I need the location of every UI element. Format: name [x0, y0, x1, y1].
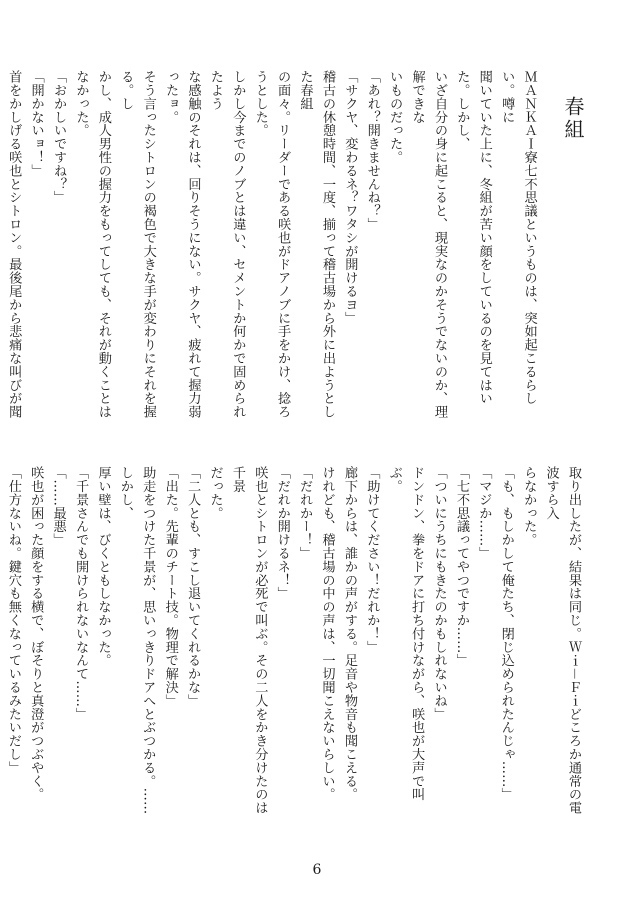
text-line: 「あれ？開きませんね？」 [364, 70, 380, 231]
text-line: そう言ったシトロンの褐色で大きな手が変わりにそれを握る。し [118, 70, 156, 419]
text-line: な感触のそれは、回りそうにない。サクヤ、疲れて握力弱ったョ。 [163, 70, 201, 419]
text-line: 聞いていた上に、冬組が苦い顔をしているのを見てはいた。しかし、 [454, 70, 492, 405]
text-line: だった。 [207, 466, 223, 520]
text-line: 助走をつけた千景が、思いっきりドアへとぶつかる。……しかし、 [117, 466, 156, 815]
text-line: 取り出したが、結果は同じ。Ｗｉ－Ｆｉどころか通常の電波すら入 [543, 466, 581, 815]
text-column-lower [5, 466, 584, 822]
text-column-upper [6, 70, 585, 430]
text-line: 厚い壁は、びくともしなかった。 [95, 466, 111, 667]
text-line: 「……最悪」 [50, 466, 66, 547]
text-line: ドンドン、拳をドアに打ち付けながら、咲也が大声で叫ぶ。 [386, 466, 425, 801]
text-line: 廊下からは、誰かの声がする。足音や物音も聞こえる。 [341, 466, 357, 801]
text-line: 咲也が困った顔をする横で、ぼそりと真澄がつぶやく。 [28, 466, 44, 801]
text-line: 稽古の休憩時間、一度、揃って稽古場から外に出ようとした春組 [297, 70, 335, 419]
text-line: いざ自分の身に起こると、現実なのかそうでないのか、理解できな [409, 70, 447, 419]
text-line: 「助けてください！だれか！」 [364, 466, 380, 654]
text-line: 「マジか……」 [476, 466, 492, 560]
text-line: 「だれかー！」 [297, 466, 313, 560]
text-line: の面々。リーダーである咲也がドアノブに手をかけ、捻ろうとした。 [252, 70, 291, 419]
text-line: 咲也とシトロンが必死で叫ぶ。その二人をかき分けたのは千景 [229, 466, 268, 815]
text-line: らなかった。 [521, 466, 537, 547]
text-line: けれども、稽古場の中の声は、一切聞こえないらしい。 [319, 466, 335, 801]
text-line: 「開かないョ！」 [28, 70, 44, 178]
text-line: 「七不思議ってやつですか……」 [453, 466, 469, 667]
text-line: 「ついにうちにもきたのかもしれないね」 [431, 466, 447, 721]
text-line: かし、成人男性の握力をもってしても、それが動くことはなかった。 [73, 70, 111, 419]
text-line: 「サクヤ、変わるネ？ワタシが開けるヨ」 [342, 70, 358, 325]
text-line: ＭＡＮＫＡＩ寮七不思議というものは、突如起こるらしい。噂に [499, 70, 537, 405]
text-line: 首をかしげる咲也とシトロン。最後尾から悲痛な叫びが聞 [6, 70, 22, 419]
text-line: 「出た。先輩のチート技。物理で解決」 [162, 466, 178, 708]
text-line: 「二人とも、すこし退いてくれるかな」 [185, 466, 201, 708]
page-number: 6 [312, 862, 322, 878]
text-line: 「も、もしかして俺たち、閉じ込められたんじゃ……」 [498, 466, 514, 801]
text-line: 「だれか開けるネ！」 [274, 466, 290, 600]
text-line: 「仕方ないね。鍵穴も無くなっているみたいだし」 [5, 466, 21, 775]
text-line: 「千景さんでも開けられないなんて……」 [73, 466, 89, 721]
text-line: いものだった。 [387, 70, 403, 164]
chapter-heading: 春組 [561, 96, 585, 142]
text-line: しかし今までのノブとは違い、セメントか何かで固められたよう [207, 70, 246, 419]
text-line: 「おかしいですね？」 [51, 70, 67, 204]
